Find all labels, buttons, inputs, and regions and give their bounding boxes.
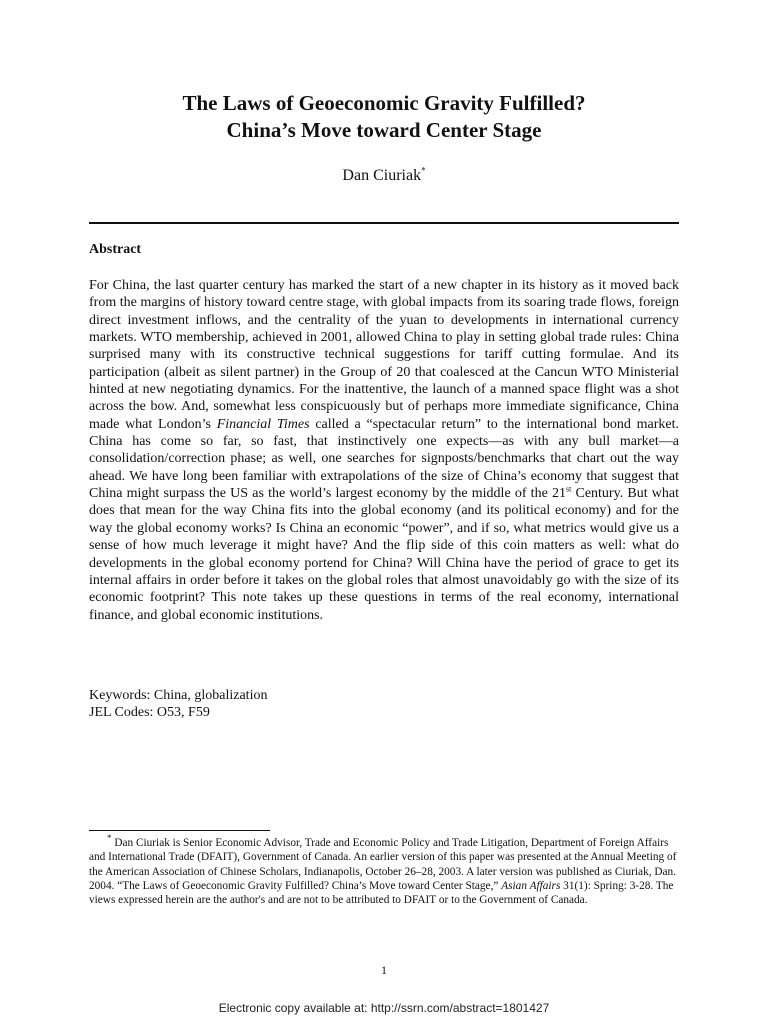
footnote-text-1: Dan Ciuriak is Senior Economic Advisor, Trade and Economic Policy and Trade Litigation, Department of Foreign Affairs and International Trade (DFAIT), Government of Canada. An earlier version of this paper was presented at the Annual Meeting of the American Association of Chinese Scholars, Indianapolis, October 26–28, 2003. A later version was published as Ciuriak, Dan. 2004. “The Laws of Geoeconomic Gravity Fulfilled? China’s Move toward Center Stage,” [89,837,677,892]
keywords-block [89,687,267,722]
author-footnote-mark: * [421,165,426,176]
page-number: 1 [381,963,387,977]
footnote-mark: * [107,833,112,844]
abstract-text-1: For China, the last quarter century has marked the start of a new chapter in its history as it moved back from the margins of history toward centre stage, with global impacts from its soaring trade flows, foreign direct investment inflows, and the centrality of the yuan to developments in international currency markets. WTO membership, achieved in 2001, allowed China to play in setting global trade rules: China surprised many with its constructive technical suggestions for tariff cutting formulae. And its participation (albeit as silent partner) in the Group of 20 that coalesced at the Cancun WTO Ministerial hinted at new negotiating dynamics. For the inattentive, the launch of a manned space flight was a shot across the bow. And, somewhat less conspicuously but of perhaps more immediate significance, China made what London’s [89,278,679,432]
ssrn-footer-link[interactable]: Electronic copy available at: http://ssrn.com/abstract=1801427 [218,1001,550,1015]
abstract-body [89,277,679,624]
title-divider [89,222,679,224]
footnote-divider [89,830,270,831]
abstract-italic-ft: Financial Times [216,416,310,432]
paper-title [0,90,768,144]
abstract-heading: Abstract [89,242,142,257]
abstract-text-3: Century. But what does that mean for the way China fits into the global economy (and its political economy) and for the way the global economy works? Is China an economic “power”, and if so, what metrics would give us a sense of how much leverage it might have? And the flip side of this coin matters as well: what do developments in the global economy portend for China? Will China have the period of grace to get its internal affairs in order before it takes on the global roles that almost unavoidably go with the size of its economic footprint? This note takes up these questions in terms of the real economy, international finance, and global economic institutions. [89,486,679,623]
title-line-2: China’s Move toward Center Stage [226,118,542,142]
author-line [0,167,768,185]
footnote [89,833,679,907]
jel-codes-line: JEL Codes: O53, F59 [89,705,210,721]
author-name: Dan Ciuriak [342,167,422,184]
footnote-italic-journal: Asian Affairs [501,879,561,892]
abstract-text-2: called a “spectacular return” to the international bond market. China has come so far, so fast, that instinctively one expects—as with any bull market—a consolidation/correction phase; as well, one searches for signposts/benchmarks that chart out the way ahead. We have long been familiar with extrapolations of the size of China’s economy that suggest that China might surpass the US as the world’s largest economy by the middle of the 21 [89,416,679,502]
abstract-superscript-st: st [565,484,572,494]
title-line-1: The Laws of Geoeconomic Gravity Fulfilled? [182,91,586,115]
keywords-line: Keywords: China, globalization [89,688,268,703]
footnote-indent [89,837,107,849]
footnote-text-2: 31(1): Spring: 3-28. The views expressed herein are the author's and are not to be attributed to DFAIT or to the Government of Canada. [89,879,674,907]
